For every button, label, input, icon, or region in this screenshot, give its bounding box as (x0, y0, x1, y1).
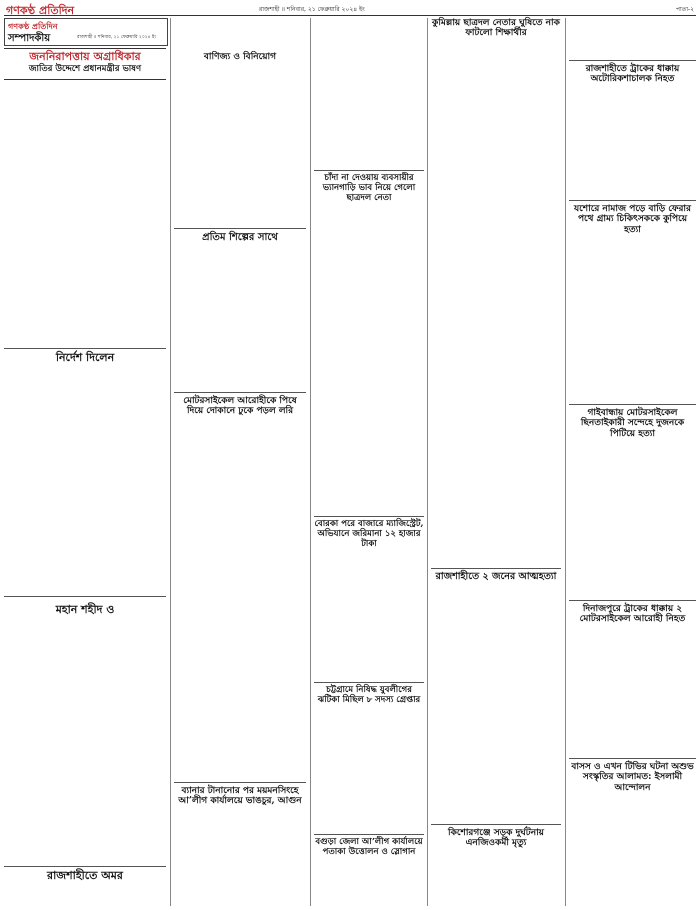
article-body (569, 798, 696, 906)
article-body (174, 248, 306, 390)
divider (569, 404, 696, 405)
article-body (4, 370, 166, 592)
divider (174, 392, 306, 393)
subheadline: জাতির উদ্দেশে প্রধানমন্ত্রীর ভাষণ (28, 63, 142, 74)
divider (314, 834, 424, 835)
divider (4, 866, 166, 867)
article-body (431, 858, 561, 906)
article-body (174, 66, 306, 226)
headline: নির্দেশ দিলেন (55, 351, 115, 364)
divider (314, 516, 424, 517)
masthead (4, 2, 696, 16)
editorial-title: সম্পাদকীয় (8, 33, 51, 44)
headline-box (4, 48, 166, 80)
headline: দিনাজপুরে ট্রাকের ধাক্কায় ২ মোটরসাইকেল আরোহী নিহত (579, 604, 686, 625)
divider (569, 200, 696, 201)
article-body (4, 888, 166, 906)
headline: জননিরাপত্তায় অগ্রাধিকার (29, 50, 141, 63)
divider (569, 60, 696, 61)
headline: চাঁদা না দেওয়ায় ব্যবসায়ীর ভ্যানগাড়ি ভাব নিয়ে গেলো ছাত্রদল নেতা (322, 173, 416, 203)
headline: রাজশাহীতে অমর (47, 869, 123, 882)
divider (4, 596, 166, 597)
article-body (314, 214, 424, 514)
divider (174, 782, 306, 783)
divider (174, 228, 306, 229)
article-body (174, 822, 306, 906)
article-body (569, 96, 696, 198)
headline: মোটরসাইকেল আরোহীকে পিষে দিয়ে দোকানে ঢুকে পড়ল লরি (183, 396, 297, 417)
headline: বাসস ও এখন টিভির ঘটনা অশুভ সংস্কৃতির আলামত: ইসলামী আন্দোলন (571, 762, 694, 793)
headline: কিশোরগঞ্জে সড়ক দুর্ঘটনায় এনজিওকর্মী মৃত্যু (448, 828, 544, 849)
headline: প্রতিম শিল্পের সাথে (202, 232, 278, 243)
divider (431, 824, 561, 825)
headline: বোরকা পরে বাজারে ম্যাজিস্ট্রেট, অভিযানে জরিমানা ১২ হাজার টাকা (314, 519, 424, 549)
divider (569, 600, 696, 601)
page-number: পাতা-২ (675, 6, 694, 13)
headline: রাজশাহীতে ট্রাকের ধাক্কায় অটোরিকশাচালক নিহত (585, 64, 680, 85)
article-body (569, 252, 696, 402)
headline: কুমিল্লায় ছাত্রদল নেতার ঘুষিতে নাক ফাটলো শিক্ষার্থীর (432, 18, 560, 39)
headline: মহান শহীদ ও (55, 603, 115, 616)
divider (431, 568, 561, 569)
headline: রাজশাহীতে ২ জনের আত্মহত্যা (435, 571, 557, 582)
article-body (174, 428, 306, 780)
divider (4, 348, 166, 349)
article-body (314, 556, 424, 680)
editorial-date: রাজশাহী ॥ শনিবার, ২১ ফেব্রুয়ারি ২০২৪ ইং (77, 35, 157, 40)
headline: চট্টগ্রামে নিষিদ্ধ যুবলীগের ঝটিকা মিছিল ৮ সদস্য গ্রেপ্তার (317, 685, 421, 705)
article-body (4, 622, 166, 862)
editorial-masthead (4, 18, 168, 46)
headline: বগুড়া জেলা আ’লীগ কার্যালয়ে পতাকা উত্তোলন ও স্লোগান (315, 837, 423, 857)
dateline: রাজশাহী ॥ শনিবার, ২১ ফেব্রুয়ারি ২০২৪ ইং (259, 6, 365, 13)
column-rule (310, 18, 311, 906)
divider (314, 682, 424, 683)
article-body (431, 54, 561, 566)
headline: ব্যানার টানানোর পর ময়মনসিংহে আ’লীগ কার্যালয়ে ভাঙচুর, আগুন (178, 786, 302, 807)
newspaper-logo: গণকণ্ঠ প্রতিদিন (6, 4, 75, 17)
headline: যশোরে নামাজ পড়ে বাড়ি ফেরার পথে গ্রাম্য চিকিৎসককে কুপিয়ে হত্যা (574, 204, 691, 235)
column-rule (565, 18, 566, 906)
headline: গাইবান্ধায় মোটরসাইকেল ছিনতাইকারী সন্দেহে দুজনকে পিটিয়ে হত্যা (580, 408, 685, 439)
article-body (431, 600, 561, 822)
divider (314, 170, 424, 171)
column-rule (170, 18, 171, 906)
article-body (4, 82, 166, 346)
article-body (314, 18, 424, 168)
article-body (569, 18, 696, 58)
article-body (569, 636, 696, 756)
divider (569, 758, 696, 759)
column-rule (427, 18, 428, 906)
headline: বাণিজ্য ও বিনিয়োগ (203, 52, 277, 62)
article-body (174, 18, 306, 50)
article-body (569, 444, 696, 598)
article-body (314, 874, 424, 906)
editorial-logo: গণকণ্ঠ প্রতিদিন (8, 21, 58, 31)
article-body (314, 722, 424, 832)
